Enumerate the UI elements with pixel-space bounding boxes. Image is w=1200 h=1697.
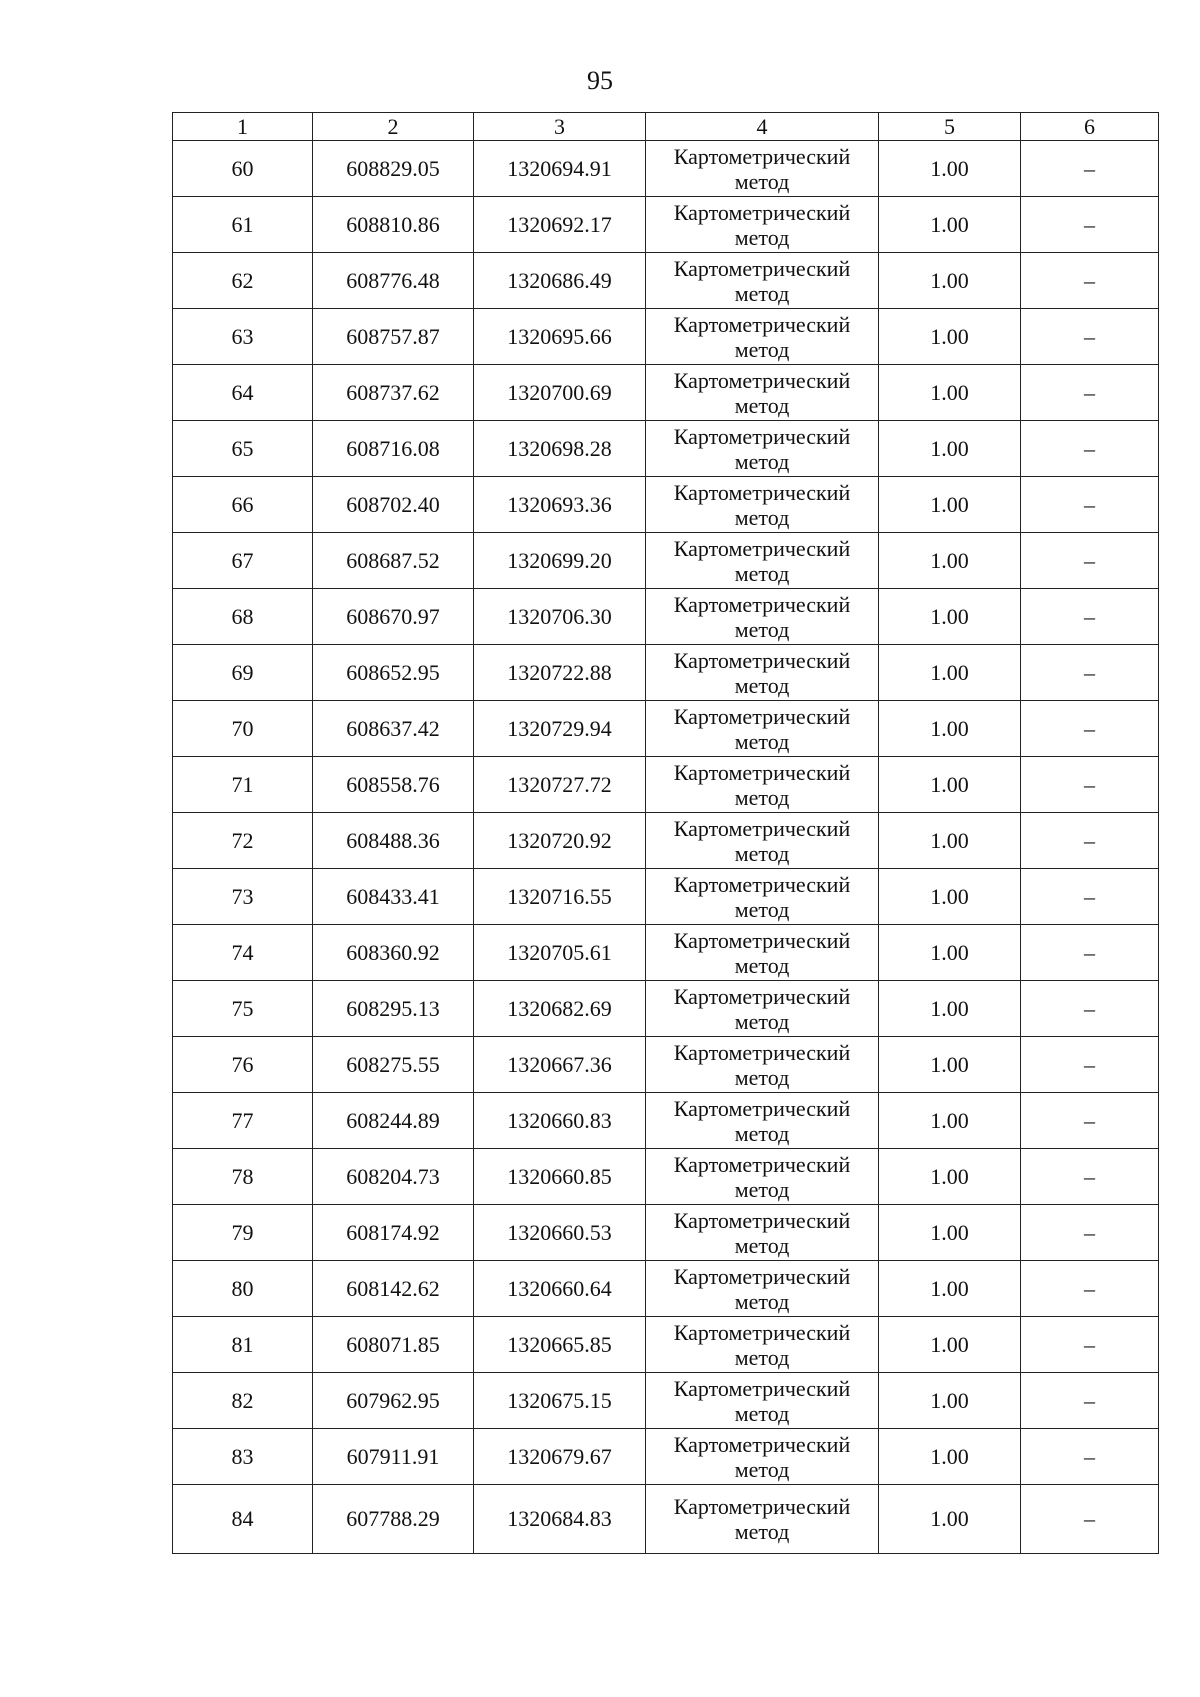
note-cell: –: [1021, 1037, 1159, 1093]
point-number-cell: 70: [173, 701, 313, 757]
method-cell: Картометрический метод: [646, 1261, 879, 1317]
note-cell: –: [1021, 701, 1159, 757]
x-coordinate-cell: 608670.97: [313, 589, 474, 645]
table-row: [173, 757, 1159, 813]
note-cell: –: [1021, 589, 1159, 645]
method-cell: Картометрический метод: [646, 1485, 879, 1554]
y-coordinate-cell: 1320660.85: [474, 1149, 646, 1205]
x-coordinate-cell: 608295.13: [313, 981, 474, 1037]
accuracy-cell: 1.00: [879, 813, 1021, 869]
note-cell: –: [1021, 421, 1159, 477]
x-coordinate-cell: 607788.29: [313, 1485, 474, 1554]
method-cell: Картометрический метод: [646, 309, 879, 365]
x-coordinate-cell: 608071.85: [313, 1317, 474, 1373]
table-row: [173, 1205, 1159, 1261]
x-coordinate-cell: 608776.48: [313, 253, 474, 309]
accuracy-cell: 1.00: [879, 1149, 1021, 1205]
table-row: [173, 1037, 1159, 1093]
x-coordinate-cell: 607962.95: [313, 1373, 474, 1429]
x-coordinate-cell: 608687.52: [313, 533, 474, 589]
point-number-cell: 82: [173, 1373, 313, 1429]
x-coordinate-cell: 608652.95: [313, 645, 474, 701]
note-cell: –: [1021, 757, 1159, 813]
method-cell: Картометрический метод: [646, 981, 879, 1037]
y-coordinate-cell: 1320693.36: [474, 477, 646, 533]
x-coordinate-cell: 608275.55: [313, 1037, 474, 1093]
accuracy-cell: 1.00: [879, 1093, 1021, 1149]
note-cell: –: [1021, 1429, 1159, 1485]
method-cell: Картометрический метод: [646, 1149, 879, 1205]
y-coordinate-cell: 1320705.61: [474, 925, 646, 981]
point-number-cell: 84: [173, 1485, 313, 1554]
note-cell: –: [1021, 309, 1159, 365]
x-coordinate-cell: 608829.05: [313, 141, 474, 197]
accuracy-cell: 1.00: [879, 1205, 1021, 1261]
table-row: [173, 365, 1159, 421]
column-header-1: 1: [173, 113, 313, 141]
table-row: [173, 533, 1159, 589]
point-number-cell: 66: [173, 477, 313, 533]
accuracy-cell: 1.00: [879, 869, 1021, 925]
method-cell: Картометрический метод: [646, 1093, 879, 1149]
x-coordinate-cell: 608204.73: [313, 1149, 474, 1205]
table-row: [173, 1373, 1159, 1429]
coordinates-table: [172, 112, 1159, 1554]
point-number-cell: 67: [173, 533, 313, 589]
y-coordinate-cell: 1320675.15: [474, 1373, 646, 1429]
point-number-cell: 73: [173, 869, 313, 925]
x-coordinate-cell: 608702.40: [313, 477, 474, 533]
table-row: [173, 589, 1159, 645]
point-number-cell: 77: [173, 1093, 313, 1149]
method-cell: Картометрический метод: [646, 925, 879, 981]
y-coordinate-cell: 1320665.85: [474, 1317, 646, 1373]
accuracy-cell: 1.00: [879, 1037, 1021, 1093]
note-cell: –: [1021, 1373, 1159, 1429]
table-row: [173, 197, 1159, 253]
note-cell: –: [1021, 1149, 1159, 1205]
x-coordinate-cell: 608433.41: [313, 869, 474, 925]
y-coordinate-cell: 1320720.92: [474, 813, 646, 869]
method-cell: Картометрический метод: [646, 533, 879, 589]
y-coordinate-cell: 1320698.28: [474, 421, 646, 477]
y-coordinate-cell: 1320694.91: [474, 141, 646, 197]
method-cell: Картометрический метод: [646, 1037, 879, 1093]
table-row: [173, 1485, 1159, 1554]
note-cell: –: [1021, 197, 1159, 253]
point-number-cell: 76: [173, 1037, 313, 1093]
x-coordinate-cell: 608488.36: [313, 813, 474, 869]
note-cell: –: [1021, 1093, 1159, 1149]
note-cell: –: [1021, 365, 1159, 421]
method-cell: Картометрический метод: [646, 1373, 879, 1429]
accuracy-cell: 1.00: [879, 1317, 1021, 1373]
method-cell: Картометрический метод: [646, 197, 879, 253]
accuracy-cell: 1.00: [879, 197, 1021, 253]
accuracy-cell: 1.00: [879, 477, 1021, 533]
table-row: [173, 421, 1159, 477]
method-cell: Картометрический метод: [646, 589, 879, 645]
point-number-cell: 81: [173, 1317, 313, 1373]
column-header-5: 5: [879, 113, 1021, 141]
accuracy-cell: 1.00: [879, 421, 1021, 477]
column-header-3: 3: [474, 113, 646, 141]
table-row: [173, 1317, 1159, 1373]
note-cell: –: [1021, 1205, 1159, 1261]
method-cell: Картометрический метод: [646, 1205, 879, 1261]
table-row: [173, 1429, 1159, 1485]
y-coordinate-cell: 1320686.49: [474, 253, 646, 309]
x-coordinate-cell: 608716.08: [313, 421, 474, 477]
accuracy-cell: 1.00: [879, 701, 1021, 757]
y-coordinate-cell: 1320667.36: [474, 1037, 646, 1093]
accuracy-cell: 1.00: [879, 925, 1021, 981]
method-cell: Картометрический метод: [646, 421, 879, 477]
table-row: [173, 253, 1159, 309]
y-coordinate-cell: 1320660.53: [474, 1205, 646, 1261]
table-row: [173, 1261, 1159, 1317]
y-coordinate-cell: 1320699.20: [474, 533, 646, 589]
note-cell: –: [1021, 1485, 1159, 1554]
point-number-cell: 79: [173, 1205, 313, 1261]
y-coordinate-cell: 1320716.55: [474, 869, 646, 925]
y-coordinate-cell: 1320727.72: [474, 757, 646, 813]
accuracy-cell: 1.00: [879, 1485, 1021, 1554]
y-coordinate-cell: 1320679.67: [474, 1429, 646, 1485]
y-coordinate-cell: 1320684.83: [474, 1485, 646, 1554]
table-row: [173, 1093, 1159, 1149]
y-coordinate-cell: 1320692.17: [474, 197, 646, 253]
point-number-cell: 80: [173, 1261, 313, 1317]
accuracy-cell: 1.00: [879, 589, 1021, 645]
method-cell: Картометрический метод: [646, 477, 879, 533]
accuracy-cell: 1.00: [879, 1373, 1021, 1429]
point-number-cell: 78: [173, 1149, 313, 1205]
point-number-cell: 60: [173, 141, 313, 197]
x-coordinate-cell: 608360.92: [313, 925, 474, 981]
note-cell: –: [1021, 925, 1159, 981]
point-number-cell: 71: [173, 757, 313, 813]
table-row: [173, 981, 1159, 1037]
point-number-cell: 74: [173, 925, 313, 981]
table-row: [173, 1149, 1159, 1205]
table-row: [173, 701, 1159, 757]
method-cell: Картометрический метод: [646, 1429, 879, 1485]
note-cell: –: [1021, 981, 1159, 1037]
y-coordinate-cell: 1320729.94: [474, 701, 646, 757]
method-cell: Картометрический метод: [646, 813, 879, 869]
accuracy-cell: 1.00: [879, 645, 1021, 701]
method-cell: Картометрический метод: [646, 1317, 879, 1373]
point-number-cell: 69: [173, 645, 313, 701]
point-number-cell: 63: [173, 309, 313, 365]
x-coordinate-cell: 608174.92: [313, 1205, 474, 1261]
note-cell: –: [1021, 477, 1159, 533]
note-cell: –: [1021, 253, 1159, 309]
y-coordinate-cell: 1320695.66: [474, 309, 646, 365]
x-coordinate-cell: 608637.42: [313, 701, 474, 757]
accuracy-cell: 1.00: [879, 757, 1021, 813]
y-coordinate-cell: 1320660.83: [474, 1093, 646, 1149]
note-cell: –: [1021, 813, 1159, 869]
table-row: [173, 477, 1159, 533]
page-number: 95: [587, 66, 613, 95]
accuracy-cell: 1.00: [879, 981, 1021, 1037]
x-coordinate-cell: 607911.91: [313, 1429, 474, 1485]
y-coordinate-cell: 1320682.69: [474, 981, 646, 1037]
table-row: [173, 141, 1159, 197]
x-coordinate-cell: 608244.89: [313, 1093, 474, 1149]
y-coordinate-cell: 1320700.69: [474, 365, 646, 421]
column-header-6: 6: [1021, 113, 1159, 141]
x-coordinate-cell: 608142.62: [313, 1261, 474, 1317]
table-row: [173, 645, 1159, 701]
accuracy-cell: 1.00: [879, 253, 1021, 309]
table-row: [173, 813, 1159, 869]
note-cell: –: [1021, 1317, 1159, 1373]
accuracy-cell: 1.00: [879, 1261, 1021, 1317]
note-cell: –: [1021, 141, 1159, 197]
x-coordinate-cell: 608757.87: [313, 309, 474, 365]
table-row: [173, 869, 1159, 925]
point-number-cell: 65: [173, 421, 313, 477]
note-cell: –: [1021, 1261, 1159, 1317]
y-coordinate-cell: 1320706.30: [474, 589, 646, 645]
table-row: [173, 925, 1159, 981]
note-cell: –: [1021, 869, 1159, 925]
point-number-cell: 62: [173, 253, 313, 309]
point-number-cell: 64: [173, 365, 313, 421]
method-cell: Картометрический метод: [646, 253, 879, 309]
table-header-row: [173, 113, 1159, 141]
note-cell: –: [1021, 533, 1159, 589]
method-cell: Картометрический метод: [646, 365, 879, 421]
method-cell: Картометрический метод: [646, 757, 879, 813]
method-cell: Картометрический метод: [646, 869, 879, 925]
point-number-cell: 72: [173, 813, 313, 869]
y-coordinate-cell: 1320722.88: [474, 645, 646, 701]
method-cell: Картометрический метод: [646, 645, 879, 701]
method-cell: Картометрический метод: [646, 701, 879, 757]
x-coordinate-cell: 608737.62: [313, 365, 474, 421]
y-coordinate-cell: 1320660.64: [474, 1261, 646, 1317]
table-row: [173, 309, 1159, 365]
point-number-cell: 61: [173, 197, 313, 253]
accuracy-cell: 1.00: [879, 533, 1021, 589]
column-header-2: 2: [313, 113, 474, 141]
point-number-cell: 75: [173, 981, 313, 1037]
x-coordinate-cell: 608558.76: [313, 757, 474, 813]
accuracy-cell: 1.00: [879, 141, 1021, 197]
point-number-cell: 83: [173, 1429, 313, 1485]
accuracy-cell: 1.00: [879, 1429, 1021, 1485]
accuracy-cell: 1.00: [879, 309, 1021, 365]
x-coordinate-cell: 608810.86: [313, 197, 474, 253]
point-number-cell: 68: [173, 589, 313, 645]
method-cell: Картометрический метод: [646, 141, 879, 197]
column-header-4: 4: [646, 113, 879, 141]
note-cell: –: [1021, 645, 1159, 701]
accuracy-cell: 1.00: [879, 365, 1021, 421]
